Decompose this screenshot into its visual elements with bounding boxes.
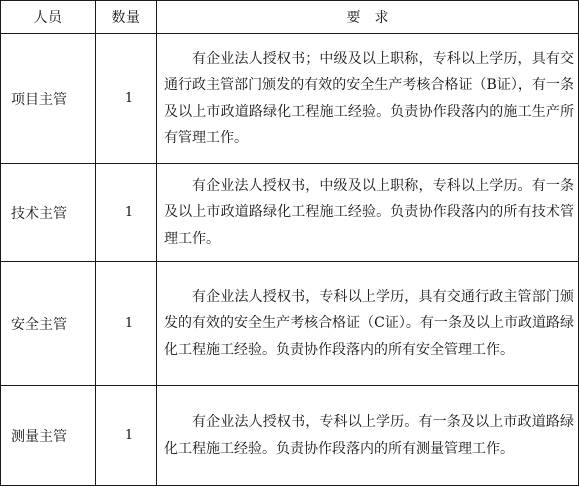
requirement-cell: 有企业法人授权书；中级及以上职称，专科以上学历，具有交通行政主管部门颁发的有效的安全生产考核合格证（B证），有一条及以上市政道路绿化工程施工经验。负责协作段落内的施工生产所有管理工作。	[157, 34, 579, 164]
role-cell: 技术主管	[1, 164, 96, 262]
table-row	[1, 34, 579, 164]
role-cell: 项目主管	[1, 34, 96, 164]
quantity-cell: 1	[96, 164, 157, 262]
requirement-cell: 有企业法人授权书，专科以上学历。有一条及以上市政道路绿化工程施工经验。负责协作段落内的所有测量管理工作。	[157, 386, 579, 486]
header-quantity: 数量	[96, 1, 157, 34]
table-row	[1, 386, 579, 486]
role-cell: 安全主管	[1, 262, 96, 386]
table-body	[1, 34, 579, 486]
header-row	[1, 1, 579, 34]
quantity-cell: 1	[96, 386, 157, 486]
table-header	[1, 1, 579, 34]
header-personnel: 人员	[1, 1, 96, 34]
table-row	[1, 262, 579, 386]
requirement-cell: 有企业法人授权书，中级及以上职称，专科以上学历。有一条及以上市政道路绿化工程施工经验。负责协作段落内的所有技术管理工作。	[157, 164, 579, 262]
quantity-cell: 1	[96, 262, 157, 386]
table-row	[1, 164, 579, 262]
header-requirements: 要求	[157, 1, 579, 34]
requirement-cell: 有企业法人授权书，专科以上学历，具有交通行政主管部门颁发的有效的安全生产考核合格证（C证）。有一条及以上市政道路绿化工程施工经验。负责协作段落内的所有安全管理工作。	[157, 262, 579, 386]
role-cell: 测量主管	[1, 386, 96, 486]
quantity-cell: 1	[96, 34, 157, 164]
